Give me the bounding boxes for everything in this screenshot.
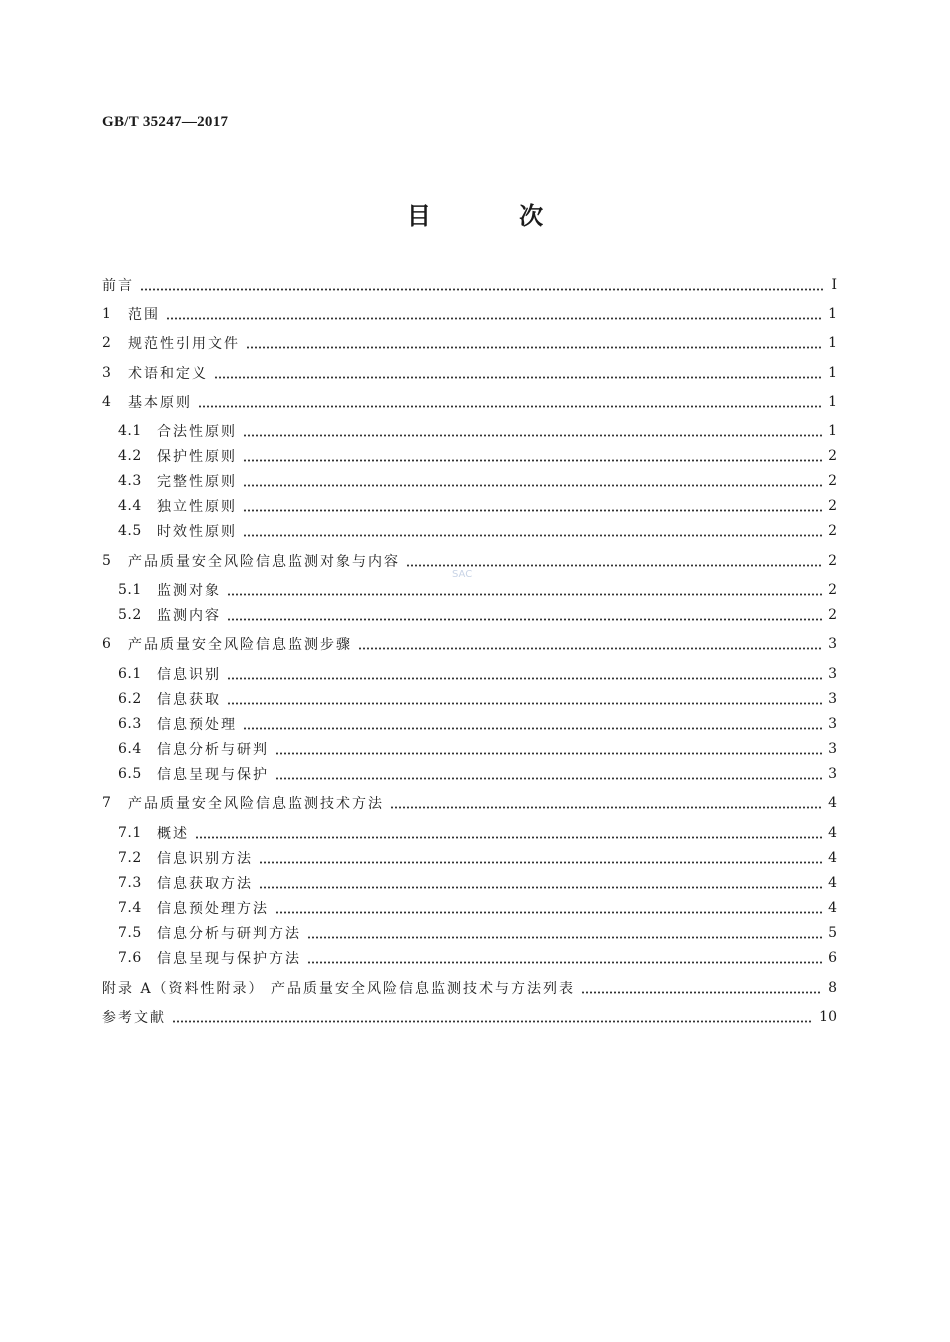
dot-leader <box>227 668 822 680</box>
dot-leader <box>243 450 822 462</box>
dot-leader <box>259 877 822 889</box>
toc-page-number: 3 <box>828 766 837 782</box>
dot-leader <box>406 555 822 567</box>
toc-label: 范围 <box>128 307 160 323</box>
watermark: SAC <box>452 569 473 580</box>
dot-leader <box>307 952 822 964</box>
dot-leader <box>166 308 822 320</box>
toc-label: 保护性原则 <box>157 449 237 465</box>
dot-leader <box>227 693 822 705</box>
toc-entry-7-6[interactable] <box>118 947 837 969</box>
toc-number: 4.3 <box>118 473 142 489</box>
dot-leader <box>243 718 822 730</box>
toc-entry-foreword[interactable] <box>102 274 837 296</box>
toc-page-number: 4 <box>828 900 837 916</box>
toc-label: 监测对象 <box>157 583 221 599</box>
dot-leader <box>581 982 822 994</box>
toc-label: 信息识别 <box>157 667 221 683</box>
toc-label: 信息获取 <box>157 692 221 708</box>
dot-leader <box>390 797 822 809</box>
dot-leader <box>275 743 822 755</box>
toc-label: 信息分析与研判方法 <box>157 926 301 942</box>
toc-label: 信息呈现与保护 <box>157 767 269 783</box>
toc-label: 产品质量安全风险信息监测技术方法 <box>128 796 384 812</box>
toc-number: 2 <box>102 335 112 351</box>
toc-label: 时效性原则 <box>157 524 237 540</box>
dot-leader <box>243 525 822 537</box>
toc-number: 4.5 <box>118 523 142 539</box>
toc-entry-2[interactable] <box>102 332 837 354</box>
toc-label: 前言 <box>102 278 134 294</box>
dot-leader <box>198 396 822 408</box>
toc-label: 概述 <box>157 826 189 842</box>
toc-number: 4 <box>102 394 112 410</box>
standard-code: GB/T 35247—2017 <box>102 114 229 130</box>
toc-label: 信息识别方法 <box>157 851 253 867</box>
dot-leader <box>243 500 822 512</box>
toc-label: 参考文献 <box>102 1010 166 1026</box>
toc-label: 信息呈现与保护方法 <box>157 951 301 967</box>
dot-leader <box>227 609 822 621</box>
toc-entry-4-2[interactable] <box>118 445 837 467</box>
dot-leader <box>358 638 822 650</box>
toc-page-number: 2 <box>828 473 837 489</box>
toc-entry-6[interactable] <box>102 633 837 655</box>
toc-entry-4-5[interactable] <box>118 520 837 542</box>
toc-page-number: 2 <box>828 523 837 539</box>
toc-number: 7.2 <box>118 850 142 866</box>
dot-leader <box>307 927 822 939</box>
toc-number: 4.1 <box>118 423 142 439</box>
toc-entry-bibliography[interactable] <box>102 1006 837 1028</box>
dot-leader <box>227 584 822 596</box>
toc-entry-annex-a[interactable] <box>102 977 837 999</box>
toc-page-number: 3 <box>828 636 837 652</box>
toc-number: 7.1 <box>118 825 142 841</box>
toc-entry-7-2[interactable] <box>118 847 837 869</box>
toc-entry-4-4[interactable] <box>118 495 837 517</box>
toc-entry-3[interactable] <box>102 362 837 384</box>
dot-leader <box>140 279 823 291</box>
toc-number: 6.1 <box>118 666 142 682</box>
toc-page-number: 3 <box>828 666 837 682</box>
toc-label: 产品质量安全风险信息监测步骤 <box>128 637 352 653</box>
dot-leader <box>275 768 822 780</box>
toc-label: 信息分析与研判 <box>157 742 269 758</box>
toc-label: 信息获取方法 <box>157 876 253 892</box>
toc-page-number: 1 <box>828 394 837 410</box>
toc-page-number: 5 <box>828 925 837 941</box>
toc-number: 7.3 <box>118 875 142 891</box>
toc-entry-7[interactable] <box>102 792 837 814</box>
toc-number: 5.1 <box>118 582 142 598</box>
toc-page-number: 4 <box>828 875 837 891</box>
toc-number: 5.2 <box>118 607 142 623</box>
toc-label: 规范性引用文件 <box>128 336 240 352</box>
toc-number: 7 <box>102 795 112 811</box>
page-title: 目 次 <box>406 201 584 230</box>
toc-page-number: 1 <box>828 365 837 381</box>
toc-number: 4.2 <box>118 448 142 464</box>
toc-number: 4.4 <box>118 498 142 514</box>
toc-number: 6.4 <box>118 741 142 757</box>
toc-page-number: 6 <box>828 950 837 966</box>
dot-leader <box>172 1011 813 1023</box>
toc-page-number: 4 <box>828 850 837 866</box>
toc-number: 6.3 <box>118 716 142 732</box>
toc-entry-5-1[interactable] <box>118 579 837 601</box>
toc-label: 附录 A（资料性附录） 产品质量安全风险信息监测技术与方法列表 <box>102 981 576 997</box>
toc-number: 7.5 <box>118 925 142 941</box>
toc-entry-7-3[interactable] <box>118 872 837 894</box>
toc-number: 6.5 <box>118 766 142 782</box>
toc-entry-1[interactable] <box>102 303 837 325</box>
toc-page-number: Ⅰ <box>831 277 837 293</box>
toc-entry-5-2[interactable] <box>118 604 837 626</box>
toc-label: 完整性原则 <box>157 474 237 490</box>
toc-entry-6-5[interactable] <box>118 763 837 785</box>
toc-number: 5 <box>102 553 112 569</box>
toc-page-number: 1 <box>828 423 837 439</box>
toc-label: 基本原则 <box>128 395 192 411</box>
toc-label: 信息预处理方法 <box>157 901 269 917</box>
dot-leader <box>195 827 822 839</box>
toc-page-number: 8 <box>828 980 837 996</box>
toc-entry-4-3[interactable] <box>118 470 837 492</box>
toc-label: 信息预处理 <box>157 717 237 733</box>
dot-leader <box>246 337 822 349</box>
toc-entry-6-1[interactable] <box>118 663 837 685</box>
toc-number: 6 <box>102 636 112 652</box>
toc-label: 监测内容 <box>157 608 221 624</box>
dot-leader <box>259 852 822 864</box>
toc-label: 术语和定义 <box>128 366 208 382</box>
toc-number: 3 <box>102 365 112 381</box>
toc-entry-4-1[interactable] <box>118 420 837 442</box>
toc-page-number: 4 <box>828 795 837 811</box>
toc-page-number: 3 <box>828 741 837 757</box>
toc-entry-7-4[interactable] <box>118 897 837 919</box>
toc-label: 产品质量安全风险信息监测对象与内容 <box>128 554 400 570</box>
toc-entry-6-3[interactable] <box>118 713 837 735</box>
toc-entry-6-2[interactable] <box>118 688 837 710</box>
toc-label: 独立性原则 <box>157 499 237 515</box>
toc-page-number: 2 <box>828 498 837 514</box>
toc-entry-7-1[interactable] <box>118 822 837 844</box>
toc-entry-6-4[interactable] <box>118 738 837 760</box>
toc-page-number: 3 <box>828 716 837 732</box>
toc-page-number: 10 <box>819 1009 837 1025</box>
toc-entry-4[interactable] <box>102 391 837 413</box>
toc-number: 1 <box>102 306 112 322</box>
toc-page-number: 2 <box>828 582 837 598</box>
toc-page-number: 4 <box>828 825 837 841</box>
dot-leader <box>275 902 822 914</box>
toc-entry-5[interactable] <box>102 550 837 572</box>
toc-page-number: 3 <box>828 691 837 707</box>
toc-page-number: 1 <box>828 306 837 322</box>
toc-page-number: 1 <box>828 335 837 351</box>
toc-number: 6.2 <box>118 691 142 707</box>
toc-page-number: 2 <box>828 448 837 464</box>
toc-number: 7.4 <box>118 900 142 916</box>
dot-leader <box>214 367 822 379</box>
toc-label: 合法性原则 <box>157 424 237 440</box>
dot-leader <box>243 425 822 437</box>
toc-entry-7-5[interactable] <box>118 922 837 944</box>
toc-page-number: 2 <box>828 607 837 623</box>
toc-number: 7.6 <box>118 950 142 966</box>
toc-page-number: 2 <box>828 553 837 569</box>
dot-leader <box>243 475 822 487</box>
